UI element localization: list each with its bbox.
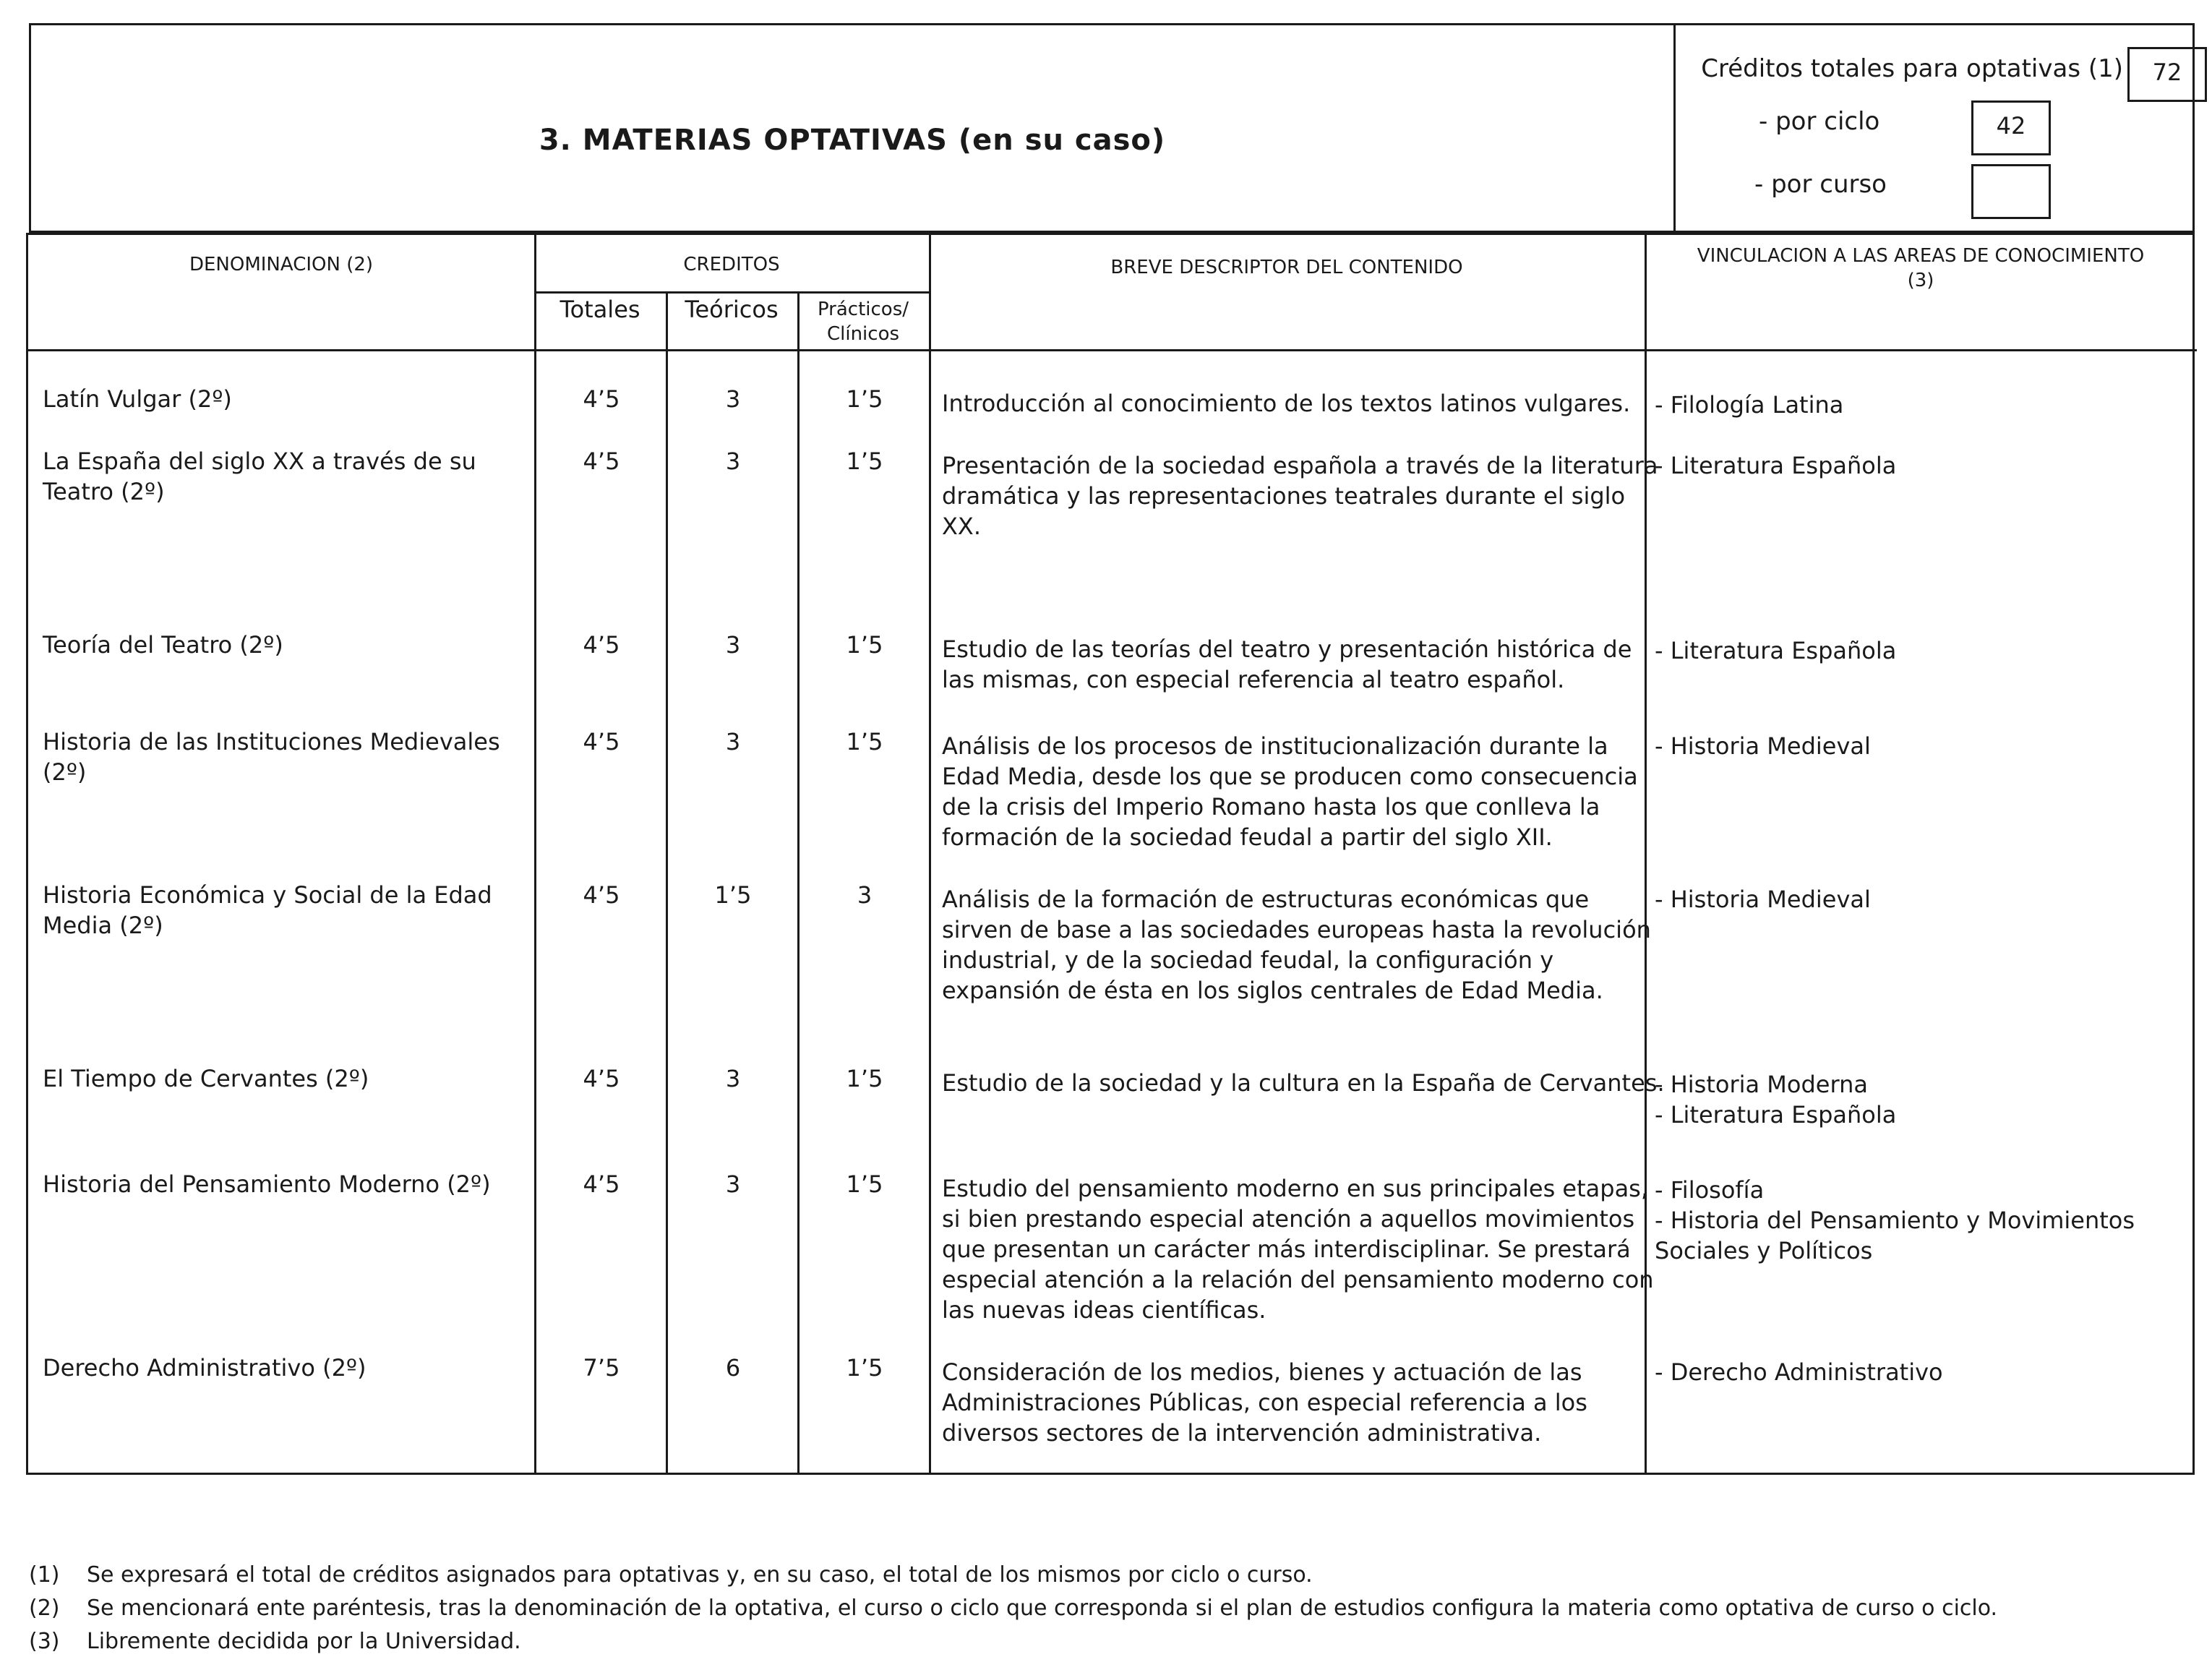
col-practicos-line2: Clínicos [826, 323, 900, 345]
title-text: 3. MATERIAS OPTATIVAS [539, 124, 948, 157]
footnotes [29, 1559, 1997, 1658]
col-totales: Totales [560, 296, 640, 323]
row-descriptor: Análisis de la formación de estructuras económicas que sirven de base a las sociedades europeas hasta la revolución industrial, y de la sociedad feudal, la configuración y expansión de ésta en los siglos centrales de Edad Media. [942, 886, 1651, 1004]
row-areas: - Historia Medieval [1655, 732, 1871, 760]
row-total: 4’5 [583, 448, 620, 475]
row-name: La España del siglo XX a través de su Teatro (2º) [43, 448, 476, 505]
row-total: 4’5 [583, 385, 620, 413]
row-practicos: 1’5 [846, 448, 883, 475]
col-vinculacion-line1: VINCULACION A LAS AREAS DE CONOCIMIENTO [1697, 245, 2145, 267]
row-areas: - Filosofía - Historia del Pensamiento y Movimientos Sociales y Políticos [1655, 1176, 2135, 1264]
row-descriptor: Estudio del pensamiento moderno en sus principales etapas, si bien prestando especial atención a aquellos movimientos que presentan un carácter más interdisciplinar. Se prestará especial atención a la relación del pensamiento moderno con las nuevas ideas científicas. [942, 1175, 1654, 1324]
row-teoricos: 3 [725, 448, 741, 475]
row-practicos: 1’5 [846, 1065, 883, 1092]
row-areas: - Derecho Administrativo [1655, 1358, 1943, 1386]
row-practicos: 1’5 [846, 631, 883, 659]
row-name: Teoría del Teatro (2º) [43, 631, 283, 659]
row-areas: - Literatura Española [1655, 452, 1897, 479]
per-course-field[interactable] [1971, 164, 2051, 219]
per-cycle-label: - por ciclo [1759, 107, 1880, 136]
row-practicos: 1’5 [846, 1170, 883, 1198]
row-teoricos: 3 [725, 631, 741, 659]
footnote-text: Se mencionará ente paréntesis, tras la denominación de la optativa, el curso o ciclo que corresponda si el plan de estudios configura la materia como optativa de curso o ciclo. [87, 1596, 1998, 1621]
row-practicos: 3 [857, 881, 873, 909]
row-practicos: 1’5 [846, 385, 883, 413]
credits-subheader-line [534, 291, 929, 294]
row-name: Historia de las Instituciones Medievales (2º) [43, 728, 500, 786]
col-vinculacion-line2: (3) [1907, 270, 1934, 291]
row-practicos: 1’5 [846, 728, 883, 755]
footnote-mark: (1) [29, 1562, 60, 1588]
footnote-text: Libremente decidida por la Universidad. [87, 1629, 521, 1654]
row-teoricos: 1’5 [714, 881, 752, 909]
per-course-label: - por curso [1754, 170, 1887, 199]
col-divider [534, 235, 536, 1473]
row-teoricos: 3 [725, 728, 741, 755]
row-total: 4’5 [583, 1065, 620, 1092]
row-descriptor: Estudio de la sociedad y la cultura en la España de Cervantes. [942, 1069, 1665, 1097]
row-teoricos: 3 [725, 1170, 741, 1198]
per-cycle-field[interactable]: 42 [1971, 100, 2051, 155]
row-practicos: 1’5 [846, 1354, 883, 1382]
row-name: El Tiempo de Cervantes (2º) [43, 1065, 369, 1092]
footnote [29, 1559, 1997, 1592]
col-teoricos: Teóricos [685, 296, 779, 323]
row-areas: - Filología Latina [1655, 391, 1844, 419]
row-name: Historia del Pensamiento Moderno (2º) [43, 1170, 491, 1198]
row-descriptor: Análisis de los procesos de institucionalización durante la Edad Media, desde los que se producen como consecuencia de la crisis del Imperio Romano hasta los que conlleva la formación de la sociedad feudal a partir del siglo XII. [942, 732, 1638, 851]
page-title [31, 124, 1673, 157]
row-areas: - Literatura Española [1655, 637, 1897, 664]
col-divider [929, 235, 931, 1473]
row-areas: - Historia Moderna - Literatura Española [1655, 1071, 1897, 1129]
title-suffix: (en su caso) [958, 124, 1166, 157]
header-bottom-line [28, 349, 2197, 351]
footnote [29, 1592, 1997, 1625]
footnote [29, 1625, 1997, 1658]
row-teoricos: 3 [725, 1065, 741, 1092]
row-teoricos: 3 [725, 385, 741, 413]
header-box [29, 23, 2195, 233]
row-name: Historia Económica y Social de la Edad Media (2º) [43, 881, 492, 939]
row-areas: - Historia Medieval [1655, 886, 1871, 913]
col-descriptor: BREVE DESCRIPTOR DEL CONTENIDO [1110, 257, 1463, 278]
row-total: 4’5 [583, 1170, 620, 1198]
row-total: 4’5 [583, 881, 620, 909]
footnote-mark: (3) [29, 1629, 60, 1654]
row-total: 7’5 [583, 1354, 620, 1382]
col-practicos-line1: Prácticos/ [817, 299, 909, 320]
row-name: Derecho Administrativo (2º) [43, 1354, 366, 1382]
row-descriptor: Consideración de los medios, bienes y actuación de las Administraciones Públicas, con especial referencia a los diversos sectores de la intervención administrativa. [942, 1358, 1587, 1447]
row-descriptor: Introducción al conocimiento de los textos latinos vulgares. [942, 390, 1631, 417]
col-denominacion: DENOMINACION (2) [189, 254, 374, 275]
credits-total-label: Créditos totales para optativas (1) [1701, 54, 2123, 83]
optativas-table [26, 233, 2195, 1475]
row-total: 4’5 [583, 728, 620, 755]
row-name: Latín Vulgar (2º) [43, 385, 232, 413]
row-descriptor: Presentación de la sociedad española a través de la literatura dramática y las representaciones teatrales durante el siglo XX. [942, 452, 1658, 540]
credits-total-field[interactable]: 72 [2127, 47, 2207, 102]
col-creditos: CREDITOS [683, 254, 780, 275]
row-descriptor: Estudio de las teorías del teatro y presentación histórica de las mismas, con especial referencia al teatro español. [942, 635, 1632, 693]
footnote-mark: (2) [29, 1596, 60, 1621]
row-teoricos: 6 [725, 1354, 741, 1382]
footnote-text: Se expresará el total de créditos asignados para optativas y, en su caso, el total de los mismos por ciclo o curso. [87, 1562, 1313, 1588]
row-total: 4’5 [583, 631, 620, 659]
